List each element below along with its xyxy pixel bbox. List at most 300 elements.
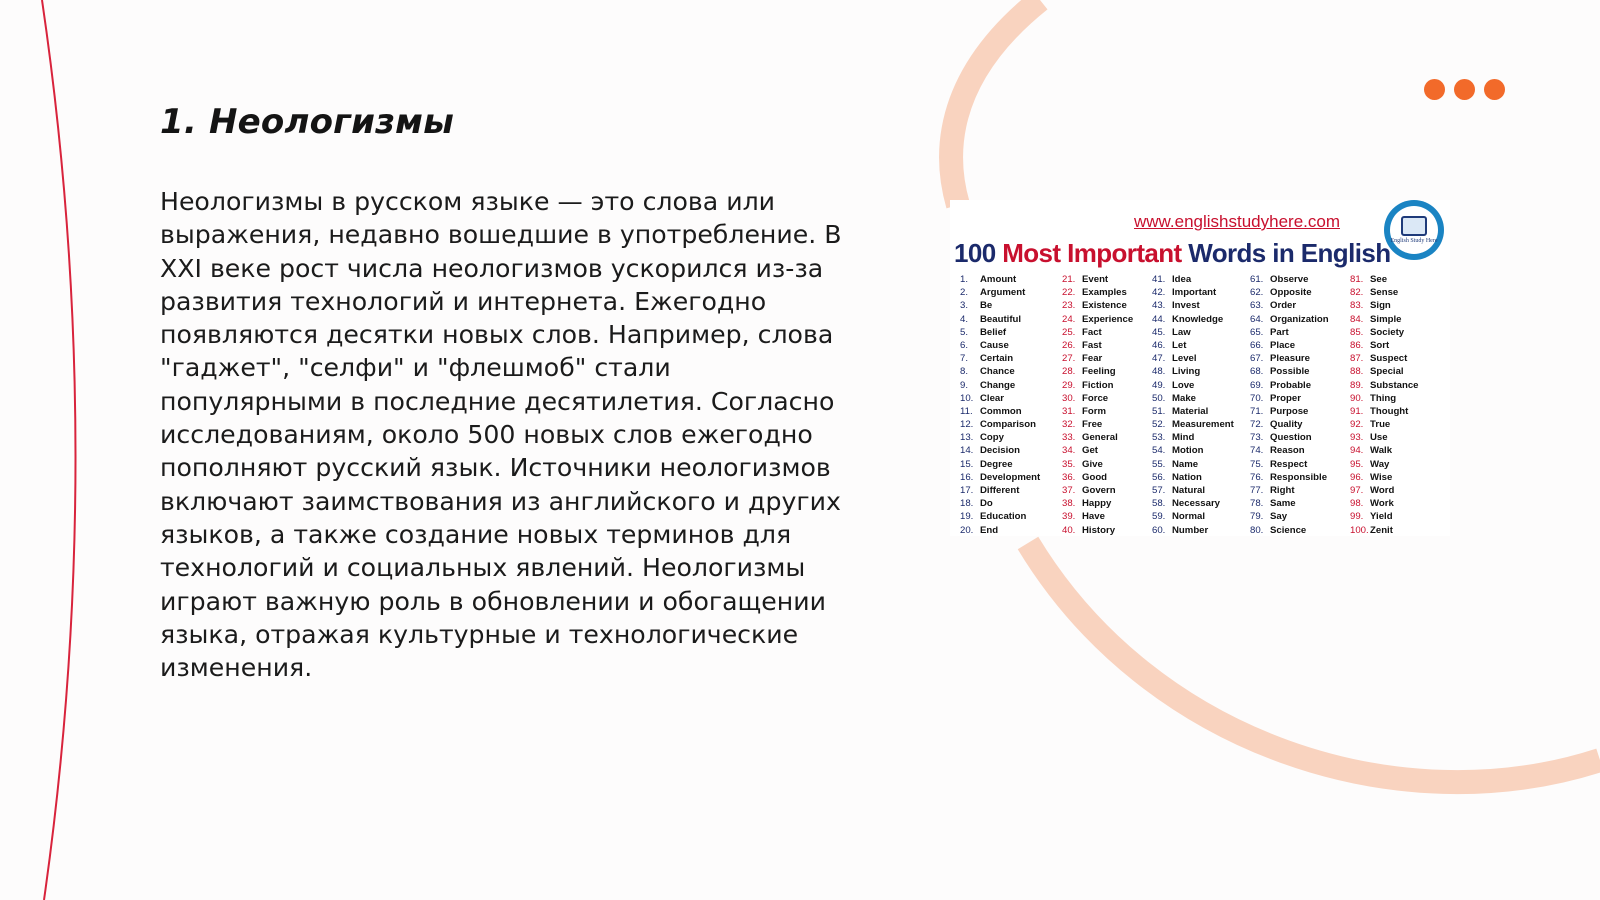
word-list-item <box>960 273 1040 286</box>
word-text: Question <box>1270 432 1312 444</box>
slide-title: 1. Неологизмы <box>160 102 455 142</box>
word-text: Normal <box>1172 511 1206 523</box>
word-number: 17. <box>960 485 974 496</box>
word-number: 62. <box>1250 287 1264 299</box>
word-text: Feeling <box>1082 366 1116 378</box>
word-number: 32. <box>1062 419 1076 431</box>
word-number: 9. <box>960 379 969 391</box>
word-number: 72. <box>1250 419 1264 431</box>
word-text: Cause <box>980 339 1009 351</box>
word-list-item <box>1152 286 1234 299</box>
word-list-item <box>1152 458 1234 471</box>
word-list-item <box>1250 405 1329 418</box>
word-text: Argument <box>980 287 1026 299</box>
word-list-item <box>1062 313 1133 326</box>
word-text: Event <box>1082 274 1109 285</box>
word-list-item <box>960 365 1040 378</box>
word-list-item <box>1350 471 1419 484</box>
word-list-item <box>1062 405 1133 418</box>
word-list-item <box>1062 418 1133 431</box>
word-text: Purpose <box>1270 405 1309 417</box>
word-number: 49. <box>1152 379 1166 391</box>
word-number: 10. <box>960 392 974 404</box>
word-text: End <box>980 524 999 536</box>
word-number: 54. <box>1152 445 1166 457</box>
infographic-url-link[interactable]: www.englishstudyhere.com <box>1134 212 1340 231</box>
word-number: 43. <box>1152 300 1166 312</box>
word-list-item <box>960 352 1040 365</box>
word-number: 91. <box>1350 405 1364 417</box>
word-list-item <box>1350 405 1419 418</box>
word-text: Idea <box>1172 274 1192 285</box>
word-list-item <box>960 484 1040 497</box>
word-list-item <box>1152 352 1234 365</box>
word-list-item <box>960 444 1040 457</box>
word-number: 42. <box>1152 287 1166 299</box>
word-column <box>1062 273 1133 537</box>
word-text: Level <box>1172 353 1197 365</box>
word-list-item <box>1350 299 1419 312</box>
word-number: 65. <box>1250 326 1264 338</box>
word-text: Let <box>1172 339 1187 351</box>
word-number: 51. <box>1152 405 1166 417</box>
word-text: Wise <box>1370 471 1393 483</box>
word-text: Certain <box>980 353 1014 365</box>
word-number: 5. <box>960 326 969 338</box>
word-list-item <box>1152 379 1234 392</box>
word-number: 86. <box>1350 339 1364 351</box>
word-number: 22. <box>1062 287 1076 299</box>
word-number: 93. <box>1350 432 1364 444</box>
word-number: 90. <box>1350 392 1364 404</box>
word-number: 61. <box>1250 274 1264 285</box>
word-number: 78. <box>1250 498 1264 510</box>
word-list-item <box>960 392 1040 405</box>
word-number: 92. <box>1350 419 1364 431</box>
word-list-item <box>1062 471 1133 484</box>
words-infographic <box>950 200 1450 536</box>
word-text: Simple <box>1370 313 1402 325</box>
word-number: 99. <box>1350 511 1364 523</box>
infographic-title-number: 100 <box>954 238 996 268</box>
infographic-title <box>954 238 1390 269</box>
word-list-item <box>1152 418 1234 431</box>
word-number: 1. <box>960 274 969 285</box>
word-text: Yield <box>1370 511 1393 523</box>
word-list-item <box>1250 444 1329 457</box>
word-list-item <box>1350 484 1419 497</box>
word-number: 6. <box>960 339 969 351</box>
word-list-item <box>1152 484 1234 497</box>
word-text: Do <box>980 498 993 510</box>
word-list-item <box>1250 365 1329 378</box>
word-number: 28. <box>1062 366 1076 378</box>
word-list-item <box>1250 299 1329 312</box>
word-list-item <box>1250 352 1329 365</box>
word-list-item <box>1062 379 1133 392</box>
word-text: Amount <box>980 274 1017 285</box>
word-number: 36. <box>1062 471 1076 483</box>
word-number: 8. <box>960 366 969 378</box>
word-list-item <box>1062 326 1133 339</box>
word-list-item <box>1152 405 1234 418</box>
word-text: Material <box>1172 405 1209 417</box>
word-number: 98. <box>1350 498 1364 510</box>
word-number: 100. <box>1350 524 1369 536</box>
left-accent-line <box>42 0 76 900</box>
word-text: See <box>1370 274 1388 285</box>
word-list-item <box>1250 484 1329 497</box>
word-text: Give <box>1082 458 1103 470</box>
word-number: 83. <box>1350 300 1364 312</box>
word-text: Beautiful <box>980 313 1022 325</box>
word-list-item <box>1350 497 1419 510</box>
word-number: 74. <box>1250 445 1264 457</box>
word-text: Possible <box>1270 366 1310 378</box>
word-list-item <box>960 405 1040 418</box>
word-list-item <box>1350 431 1419 444</box>
word-number: 82. <box>1350 287 1364 299</box>
word-list-grid <box>960 273 1450 536</box>
word-number: 33. <box>1062 432 1076 444</box>
word-text: Necessary <box>1172 498 1221 510</box>
word-text: Sign <box>1370 300 1391 312</box>
word-text: Walk <box>1370 445 1393 457</box>
word-text: Number <box>1172 524 1209 536</box>
word-number: 48. <box>1152 366 1166 378</box>
word-text: Development <box>980 471 1041 483</box>
word-text: Part <box>1270 326 1289 338</box>
word-list-item <box>1152 471 1234 484</box>
word-list-item <box>960 339 1040 352</box>
word-list-item <box>1152 273 1234 286</box>
word-list-item <box>1062 365 1133 378</box>
word-column <box>960 273 1040 537</box>
word-text: Important <box>1172 287 1217 299</box>
word-list-item <box>1062 286 1133 299</box>
word-list-item <box>1350 339 1419 352</box>
word-text: Opposite <box>1270 287 1312 299</box>
word-number: 81. <box>1350 274 1364 285</box>
word-number: 39. <box>1062 511 1076 523</box>
word-number: 97. <box>1350 485 1364 496</box>
word-list-item <box>1062 392 1133 405</box>
word-list-item <box>1152 326 1234 339</box>
word-text: Substance <box>1370 379 1419 391</box>
word-list-item <box>1250 286 1329 299</box>
word-list-item <box>1062 299 1133 312</box>
word-number: 20. <box>960 524 974 536</box>
word-list-item <box>960 286 1040 299</box>
word-number: 58. <box>1152 498 1166 510</box>
word-text: Way <box>1370 458 1390 470</box>
word-text: Happy <box>1082 498 1112 510</box>
word-list-item <box>1250 273 1329 286</box>
word-text: Name <box>1172 458 1199 470</box>
word-text: Law <box>1172 326 1191 338</box>
word-list-item <box>1062 273 1133 286</box>
word-list-item <box>960 299 1040 312</box>
word-text: Common <box>980 405 1022 417</box>
word-text: Respect <box>1270 458 1308 470</box>
english-study-logo-icon <box>1384 200 1444 260</box>
word-list-item <box>1152 313 1234 326</box>
word-list-item <box>1152 339 1234 352</box>
word-number: 71. <box>1250 405 1264 417</box>
word-list-item <box>1350 392 1419 405</box>
word-list-item <box>1250 510 1329 523</box>
word-list-item <box>1152 444 1234 457</box>
word-text: Belief <box>980 326 1007 338</box>
word-text: Living <box>1172 366 1201 378</box>
word-list-item <box>1152 497 1234 510</box>
word-number: 70. <box>1250 392 1264 404</box>
word-list-item <box>960 379 1040 392</box>
word-number: 2. <box>960 287 969 299</box>
word-text: Comparison <box>980 419 1036 431</box>
word-number: 35. <box>1062 458 1076 470</box>
word-number: 73. <box>1250 432 1264 444</box>
word-text: Use <box>1370 432 1388 444</box>
word-list-item <box>1062 352 1133 365</box>
infographic-title-highlight: Most Important <box>1002 238 1182 268</box>
word-list-item <box>960 524 1040 537</box>
word-text: Free <box>1082 419 1103 431</box>
word-list-item <box>1350 458 1419 471</box>
word-text: Invest <box>1172 300 1200 312</box>
word-list-item <box>1062 339 1133 352</box>
word-number: 50. <box>1152 392 1166 404</box>
word-text: Motion <box>1172 445 1204 457</box>
dot-icon <box>1424 79 1445 100</box>
word-text: Zenit <box>1370 524 1393 536</box>
word-text: Science <box>1270 524 1307 536</box>
word-column <box>1350 273 1419 537</box>
word-text: Sense <box>1370 287 1399 299</box>
word-list-item <box>1062 524 1133 537</box>
word-number: 66. <box>1250 339 1264 351</box>
word-number: 3. <box>960 300 969 312</box>
word-list-item <box>1250 431 1329 444</box>
word-number: 89. <box>1350 379 1364 391</box>
word-list-item <box>1250 471 1329 484</box>
word-text: Good <box>1082 471 1108 483</box>
word-text: Sort <box>1370 339 1390 351</box>
word-text: Experience <box>1082 313 1134 325</box>
word-number: 57. <box>1152 485 1166 496</box>
word-list-item <box>1250 339 1329 352</box>
word-text: Proper <box>1270 392 1301 404</box>
word-text: Same <box>1270 498 1296 510</box>
word-text: Word <box>1370 485 1395 496</box>
word-text: Probable <box>1270 379 1312 391</box>
word-number: 79. <box>1250 511 1264 523</box>
word-list-item <box>1250 418 1329 431</box>
word-number: 34. <box>1062 445 1076 457</box>
word-number: 56. <box>1152 471 1166 483</box>
word-number: 18. <box>960 498 974 510</box>
word-text: Existence <box>1082 300 1127 312</box>
word-number: 84. <box>1350 313 1364 325</box>
word-list-item <box>1350 286 1419 299</box>
word-number: 46. <box>1152 339 1166 351</box>
word-text: Copy <box>980 432 1004 444</box>
word-number: 80. <box>1250 524 1264 536</box>
word-number: 15. <box>960 458 974 470</box>
word-text: Examples <box>1082 287 1127 299</box>
word-text: Knowledge <box>1172 313 1224 325</box>
word-list-item <box>1350 273 1419 286</box>
word-text: Say <box>1270 511 1288 523</box>
word-text: Pleasure <box>1270 353 1311 365</box>
word-number: 67. <box>1250 353 1264 365</box>
word-number: 55. <box>1152 458 1166 470</box>
word-number: 23. <box>1062 300 1076 312</box>
word-list-item <box>1350 524 1419 537</box>
word-text: Decision <box>980 445 1020 457</box>
word-column <box>1250 273 1329 537</box>
word-list-item <box>1062 510 1133 523</box>
word-text: Fiction <box>1082 379 1114 391</box>
word-text: Fear <box>1082 353 1103 365</box>
word-text: Degree <box>980 458 1013 470</box>
word-text: Reason <box>1270 445 1305 457</box>
word-list-item <box>1152 510 1234 523</box>
word-number: 87. <box>1350 353 1364 365</box>
word-number: 37. <box>1062 485 1076 496</box>
word-text: Fast <box>1082 339 1102 351</box>
word-list-item <box>960 418 1040 431</box>
word-number: 44. <box>1152 313 1166 325</box>
word-text: Chance <box>980 366 1015 378</box>
word-text: Clear <box>980 392 1004 404</box>
word-list-item <box>1152 524 1234 537</box>
word-list-item <box>1062 444 1133 457</box>
word-number: 85. <box>1350 326 1364 338</box>
word-number: 52. <box>1152 419 1166 431</box>
word-text: Order <box>1270 300 1297 312</box>
word-list-item <box>1250 313 1329 326</box>
word-list-item <box>960 510 1040 523</box>
word-number: 21. <box>1062 274 1076 285</box>
word-list-item <box>1350 352 1419 365</box>
word-number: 41. <box>1152 274 1166 285</box>
word-number: 63. <box>1250 300 1264 312</box>
word-list-item <box>1152 299 1234 312</box>
word-text: Observe <box>1270 274 1309 285</box>
word-number: 69. <box>1250 379 1264 391</box>
word-list-item <box>1350 326 1419 339</box>
word-list-item <box>1350 444 1419 457</box>
word-text: Form <box>1082 405 1106 417</box>
word-list-item <box>1350 418 1419 431</box>
word-text: Responsible <box>1270 471 1328 483</box>
word-number: 29. <box>1062 379 1076 391</box>
word-text: Love <box>1172 379 1195 391</box>
word-list-item <box>1350 379 1419 392</box>
word-list-item <box>960 326 1040 339</box>
word-text: Different <box>980 485 1020 496</box>
word-text: Change <box>980 379 1016 391</box>
word-number: 40. <box>1062 524 1076 536</box>
word-text: Suspect <box>1370 353 1408 365</box>
word-text: Special <box>1370 366 1404 378</box>
word-number: 64. <box>1250 313 1264 325</box>
word-text: Quality <box>1270 419 1303 431</box>
dots-decoration <box>1424 79 1505 100</box>
word-number: 75. <box>1250 458 1264 470</box>
word-text: Get <box>1082 445 1098 457</box>
dot-icon <box>1454 79 1475 100</box>
word-list-item <box>960 497 1040 510</box>
word-list-item <box>1350 510 1419 523</box>
infographic-title-rest: Words in English <box>1188 238 1391 268</box>
word-text: Place <box>1270 339 1296 351</box>
word-number: 31. <box>1062 405 1076 417</box>
word-number: 11. <box>960 405 973 417</box>
word-text: Make <box>1172 392 1196 404</box>
word-number: 7. <box>960 353 969 365</box>
dot-icon <box>1484 79 1505 100</box>
word-number: 4. <box>960 313 969 325</box>
word-number: 77. <box>1250 485 1264 496</box>
logo-text: English Study Here <box>1390 237 1438 244</box>
word-text: Right <box>1270 485 1295 496</box>
word-number: 88. <box>1350 366 1364 378</box>
word-text: Education <box>980 511 1027 523</box>
word-number: 25. <box>1062 326 1076 338</box>
word-list-item <box>960 458 1040 471</box>
word-text: Measurement <box>1172 419 1234 431</box>
word-list-item <box>1152 431 1234 444</box>
word-number: 13. <box>960 432 974 444</box>
word-number: 59. <box>1152 511 1166 523</box>
word-number: 45. <box>1152 326 1166 338</box>
word-list-item <box>1250 379 1329 392</box>
word-text: Work <box>1370 498 1394 510</box>
word-text: Be <box>980 300 993 312</box>
word-number: 19. <box>960 511 974 523</box>
word-list-item <box>1250 524 1329 537</box>
word-text: Society <box>1370 326 1405 338</box>
word-column <box>1152 273 1234 537</box>
word-text: Natural <box>1172 485 1206 496</box>
word-list-item <box>1250 326 1329 339</box>
word-text: Organization <box>1270 313 1329 325</box>
word-number: 68. <box>1250 366 1264 378</box>
word-list-item <box>1250 497 1329 510</box>
word-number: 47. <box>1152 353 1166 365</box>
word-list-item <box>960 431 1040 444</box>
word-text: Fact <box>1082 326 1102 338</box>
word-text: General <box>1082 432 1118 444</box>
word-number: 30. <box>1062 392 1076 404</box>
word-text: Govern <box>1082 485 1116 496</box>
word-list-item <box>1350 313 1419 326</box>
word-number: 14. <box>960 445 974 457</box>
word-list-item <box>1152 365 1234 378</box>
word-list-item <box>1250 458 1329 471</box>
book-icon <box>1401 216 1427 236</box>
word-list-item <box>1062 458 1133 471</box>
word-number: 95. <box>1350 458 1364 470</box>
word-list-item <box>1152 392 1234 405</box>
word-text: True <box>1370 419 1391 431</box>
word-text: Have <box>1082 511 1105 523</box>
word-number: 38. <box>1062 498 1076 510</box>
word-list-item <box>1250 392 1329 405</box>
word-number: 96. <box>1350 471 1364 483</box>
